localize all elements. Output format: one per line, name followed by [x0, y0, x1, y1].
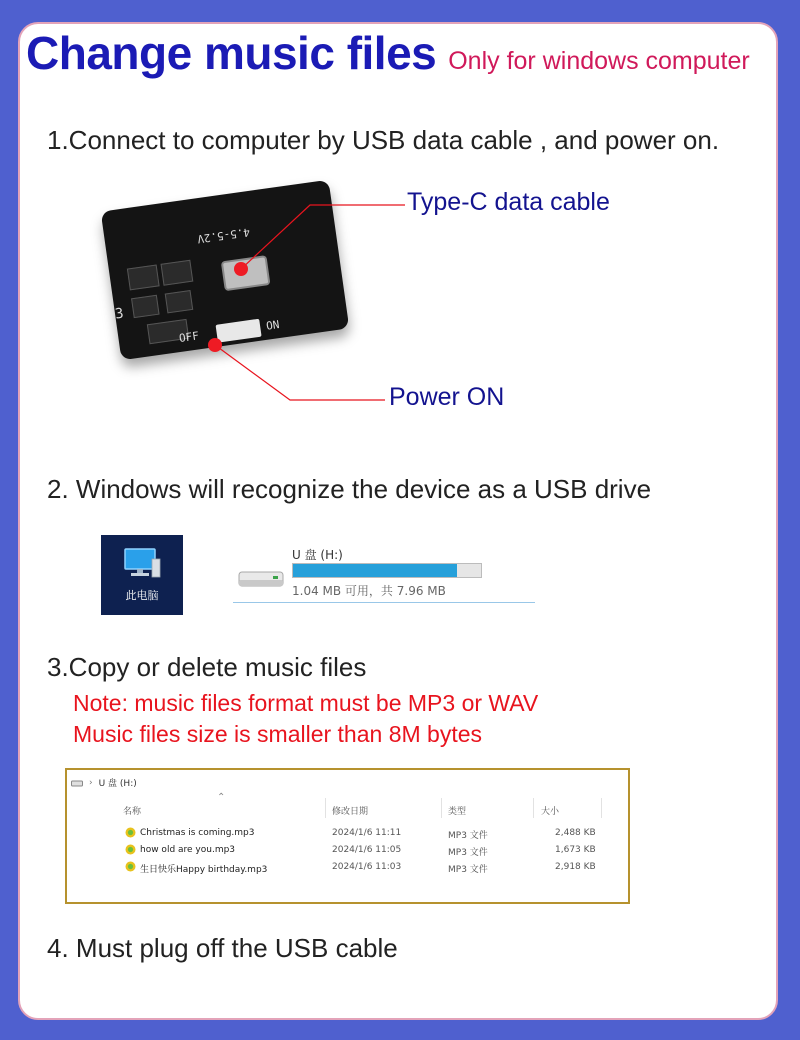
step-4-text: 4. Must plug off the USB cable [47, 933, 398, 963]
usb-drive-icon [237, 568, 285, 590]
file-type: MP3 文件 [448, 831, 488, 841]
drive-small-icon [71, 779, 83, 787]
sort-arrow-icon: ⌃ [217, 792, 226, 803]
address-path: U 盘 (H:) [98, 779, 137, 789]
drive-usage-fill [293, 564, 457, 577]
drive-usage-bar [292, 563, 482, 578]
column-header-size[interactable]: 大小 [541, 807, 560, 817]
cable-callout-line [240, 205, 405, 270]
drive-capacity-text: 1.04 MB 可用，共 7.96 MB [292, 584, 446, 598]
step-3-text: 3.Copy or delete music files [47, 652, 367, 682]
pin-label: 3 [114, 305, 125, 323]
this-pc-label: 此电脑 [125, 589, 159, 602]
mp3-file-icon [125, 844, 136, 855]
file-modified: 2024/1/6 11:05 [332, 845, 402, 855]
column-header-name[interactable]: 名称 [123, 807, 142, 817]
file-modified: 2024/1/6 11:03 [332, 862, 402, 872]
file-name[interactable]: how old are you.mp3 [140, 845, 236, 855]
step-2-text: 2. Windows will recognize the device as a USB drive [47, 474, 652, 504]
file-explorer [65, 768, 630, 904]
mp3-file-icon [125, 827, 136, 838]
file-size: 2,918 KB [555, 862, 596, 872]
computer-icon [122, 547, 162, 581]
step-1-text: 1.Connect to computer by USB data cable , and power on. [47, 125, 720, 155]
column-header-modified[interactable]: 修改日期 [332, 807, 369, 817]
chevron-right-icon: › [89, 777, 93, 788]
note-format: Note: music files format must be MP3 or WAV [73, 690, 539, 716]
on-label: ON [265, 318, 281, 333]
mp3-file-icon [125, 861, 136, 872]
column-divider [325, 798, 326, 818]
cable-callout-label: Type-C data cable [407, 188, 610, 216]
file-modified: 2024/1/6 11:11 [332, 828, 402, 838]
voltage-label: 4.5-5.2V [196, 225, 251, 246]
note-size: Music files size is smaller than 8M bytes [73, 721, 483, 747]
page-title: Change music files [26, 27, 437, 79]
cable-marker-dot [234, 262, 248, 276]
file-type: MP3 文件 [448, 848, 488, 858]
file-name[interactable]: 生日快乐Happy birthday.mp3 [140, 865, 268, 875]
off-label: OFF [178, 329, 200, 345]
file-size: 1,673 KB [555, 845, 596, 855]
file-name[interactable]: Christmas is coming.mp3 [140, 828, 255, 838]
power-callout-label: Power ON [389, 383, 505, 411]
file-size: 2,488 KB [555, 828, 596, 838]
address-bar[interactable] [71, 776, 137, 789]
power-marker-dot [208, 338, 222, 352]
column-divider [601, 798, 602, 818]
column-divider [533, 798, 534, 818]
page-subtitle: Only for windows computer [448, 47, 750, 75]
file-type: MP3 文件 [448, 865, 488, 875]
column-header-type[interactable]: 类型 [448, 807, 467, 817]
power-callout-line [215, 345, 385, 400]
this-pc-shortcut[interactable] [101, 535, 183, 615]
drive-underline [233, 602, 535, 603]
drive-name[interactable]: U 盘 (H:) [292, 548, 343, 562]
column-divider [441, 798, 442, 818]
